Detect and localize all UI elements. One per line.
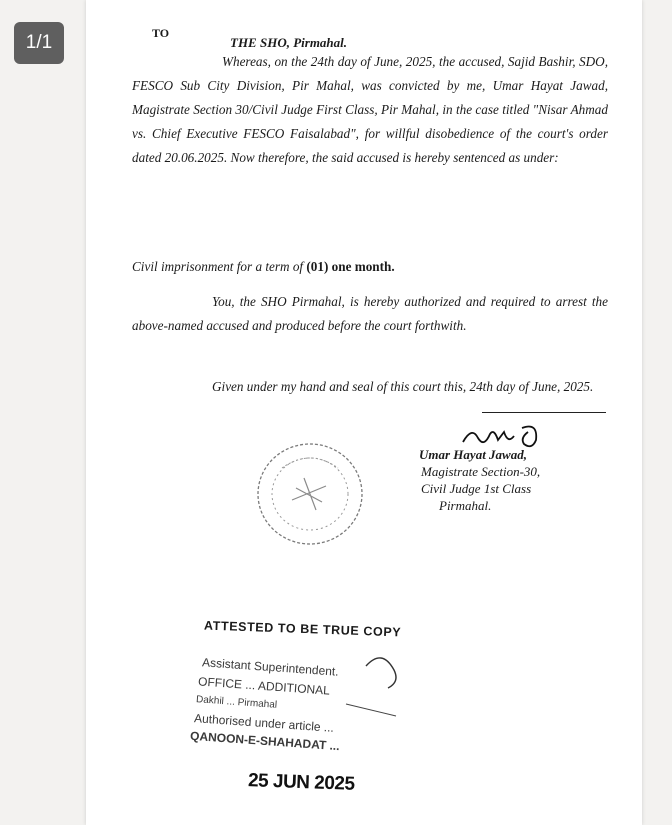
stamp-line-4: Authorised under article ... [193, 711, 335, 735]
order-paragraph-1: Whereas, on the 24th day of June, 2025, the accused, Sajid Bashir, SDO, FESCO Sub City Division, Pir Mahal, was convicted by me, Umar Hayat Jawad, Magistrate Section 30/Civil Judge First Class, Pir Mahal, in the case titled "Nisar Ahmad vs. Chief Executive FESCO Faisalabad", for willful disobedience of the court's order dated 20.06.2025. Now therefore, the said accused is hereby sentenced as under: [132, 54, 608, 165]
document-page [86, 0, 642, 825]
page-indicator: 1/1 [14, 22, 64, 64]
signatory-designation-1: Magistrate Section-30, [421, 464, 541, 479]
attestation-stamp-icon [193, 608, 526, 818]
order-paragraph-3: Given under my hand and seal of this court this, 24th day of June, 2025. [212, 379, 594, 394]
signature-block [419, 446, 540, 514]
date-stamp: 25 JUN 2025 [247, 770, 355, 795]
attested-heading: ATTESTED TO BE TRUE COPY [203, 618, 402, 640]
sentence-term: (01) one month. [306, 259, 395, 274]
signatory-name: Umar Hayat Jawad, [419, 447, 527, 462]
sentence-line [132, 255, 608, 279]
court-seal-icon [252, 438, 370, 550]
signatory-place: Pirmahal. [439, 498, 492, 513]
order-paragraph-2: You, the SHO Pirmahal, is hereby authorized and required to arrest the above-named accused and produced before the court forthwith. [132, 294, 608, 333]
signature-line [482, 412, 606, 413]
to-label: TO [152, 26, 170, 40]
sentence-prefix: Civil imprisonment for a term of [132, 259, 307, 274]
stamp-line-1: Assistant Superintendent. [201, 655, 340, 679]
stamp-line-5: QANOON-E-SHAHADAT ... [189, 728, 341, 754]
court-order [86, 0, 642, 825]
addressee: THE SHO, Pirmahal. [230, 35, 348, 50]
stamp-line-3: Dakhil ... Pirmahal [195, 694, 278, 711]
signatory-designation-2: Civil Judge 1st Class [421, 481, 532, 496]
stamp-line-2: OFFICE ... ADDITIONAL [197, 674, 331, 698]
